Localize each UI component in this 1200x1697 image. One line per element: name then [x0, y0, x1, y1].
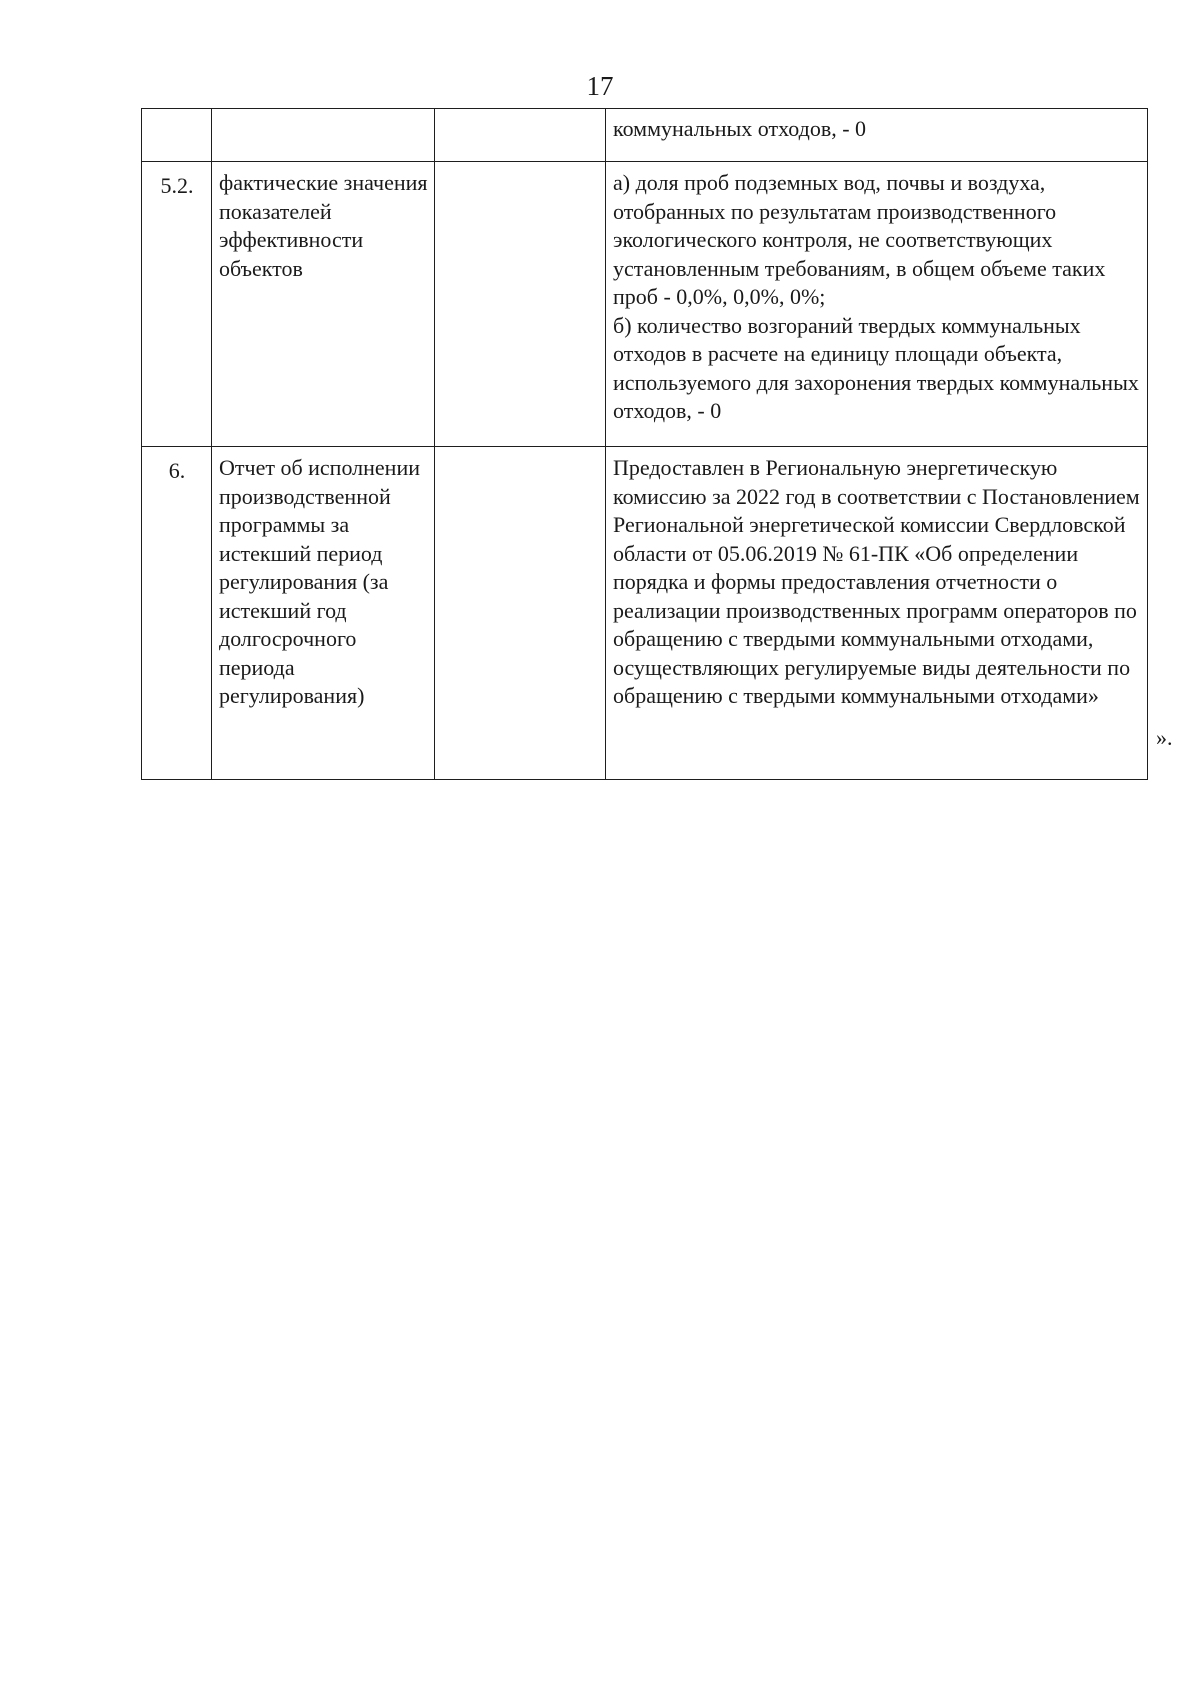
table-row-5-2 — [142, 162, 1148, 447]
cell-number: 6. — [142, 447, 212, 780]
cell-name: Отчет об исполнении производственной программы за истекший период регулирования (за истекший год долгосрочного периода регулирования) — [212, 447, 435, 780]
cell-value — [606, 162, 1148, 447]
cell-empty — [435, 109, 606, 162]
cell-empty — [435, 162, 606, 447]
cell-name — [212, 109, 435, 162]
cell-number: 5.2. — [142, 162, 212, 447]
page-number: 17 — [586, 71, 614, 101]
document-table — [141, 108, 1148, 780]
cell-name: фактические значения показателей эффективности объектов — [212, 162, 435, 447]
value-item-a: а) доля проб подземных вод, почвы и воздуха, отобранных по результатам производственного экологического контроля, не соответствующих установленным требованиям, в общем объеме таких проб - 0,0%, 0,0%, 0%; — [613, 170, 1106, 309]
cell-value: коммунальных отходов, - 0 — [606, 109, 1148, 162]
value-item-b: б) количество возгораний твердых коммунальных отходов в расчете на единицу площади объекта, используемого для захоронения твердых коммунальных отходов, - 0 — [613, 312, 1139, 423]
cell-value: Предоставлен в Региональную энергетическую комиссию за 2022 год в соответствии с Постановлением Региональной энергетической комиссии Свердловской области от 05.06.2019 № 61-ПК «Об определении порядка и формы предоставления отчетности о реализации производственных программ операторов по обращению с твердыми коммунальными отходами, осуществляющих регулируемые виды деятельности по обращению с твердыми коммунальными отходами» — [606, 447, 1148, 780]
table-row-continued — [142, 109, 1148, 162]
closing-quote-mark: ». — [1156, 725, 1173, 750]
cell-number — [142, 109, 212, 162]
table-row-6 — [142, 447, 1148, 780]
cell-empty — [435, 447, 606, 780]
